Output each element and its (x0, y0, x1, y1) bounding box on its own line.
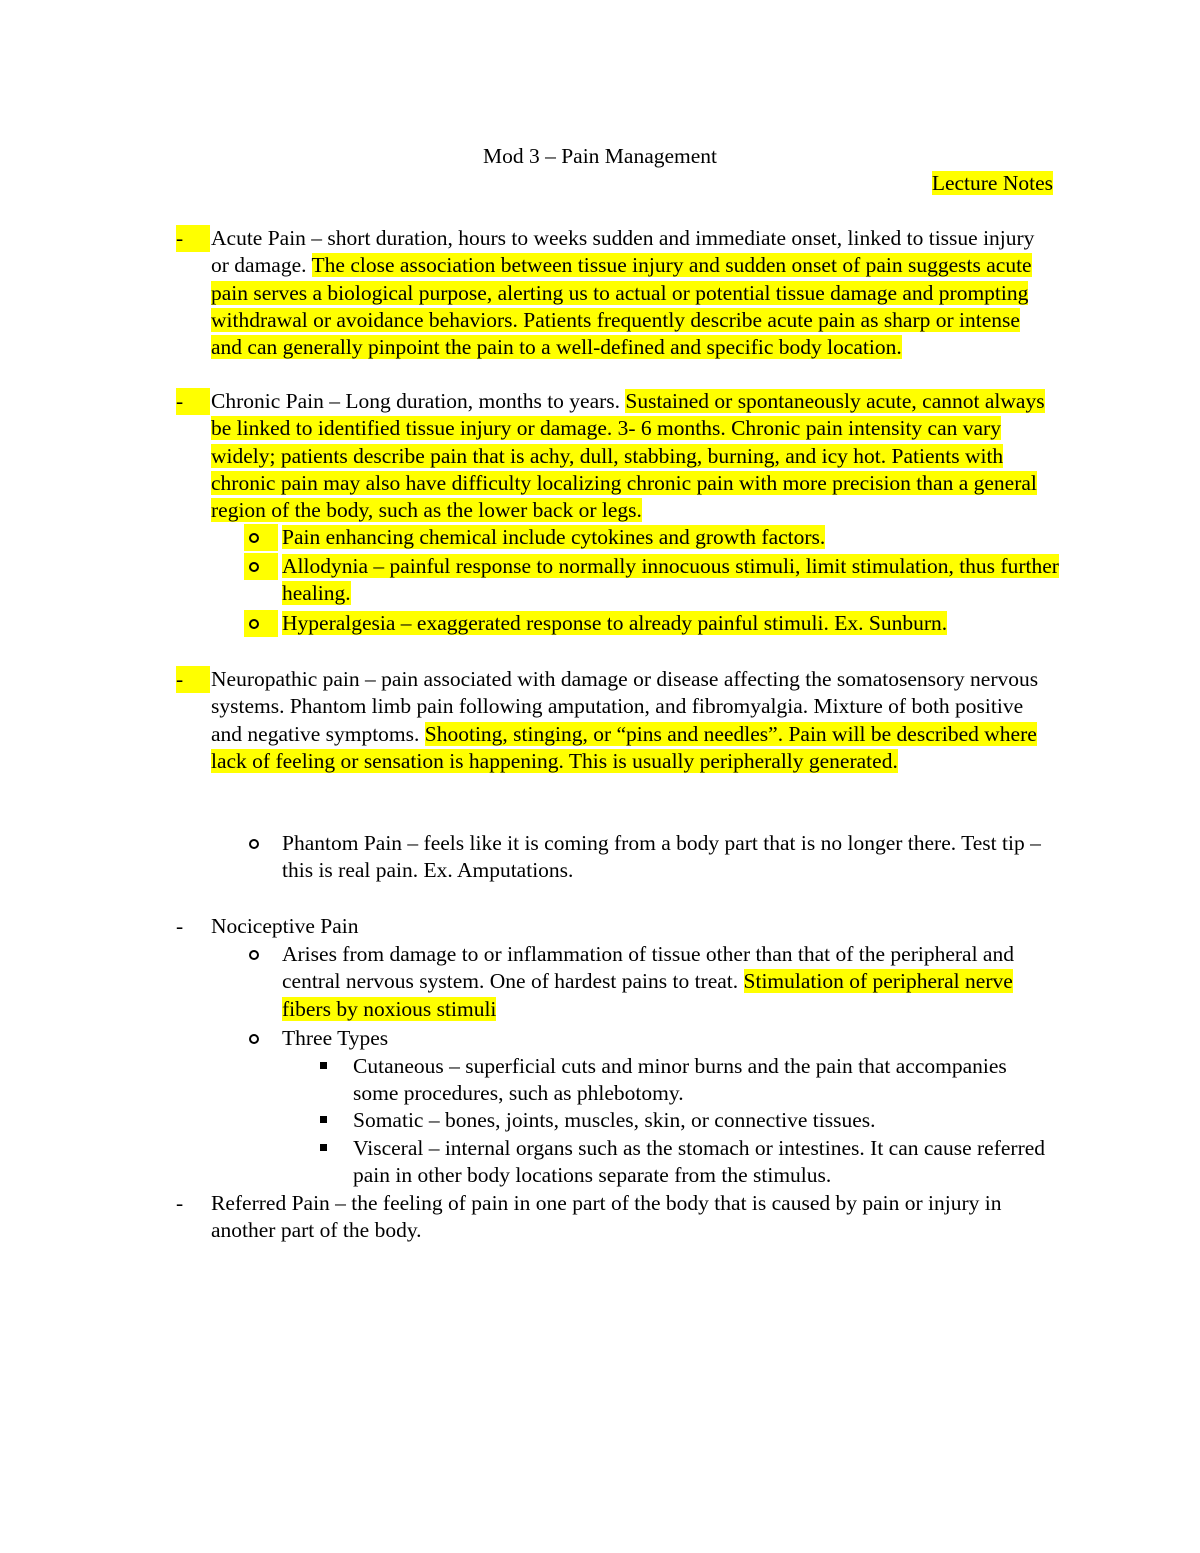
neuropathic-pain-highlight: Shooting, stinging, or “pins and needles”. Pain will be described where lack of feeling or sensation is happening. This is usually peripherally generated. (211, 721, 1037, 773)
sub-bullet-text: Three Types (282, 1026, 389, 1050)
acute-pain-text (211, 225, 1056, 361)
nociceptive-highlight: Stimulation of peripheral nerve fibers by noxious stimuli (282, 969, 1013, 1021)
dash-marker: - (176, 225, 210, 252)
nociceptive-pain-lead: Nociceptive Pain (211, 914, 359, 938)
square-bullet-icon (320, 1062, 327, 1069)
dash-marker: - (176, 388, 210, 415)
acute-pain-lead: Acute Pain – short duration, hours to weeks sudden and immediate onset, linked to tissue injury or damage. (211, 226, 1035, 278)
lecture-notes-label (932, 168, 1053, 198)
sub-bullet-text: Arises from damage to or inflammation of tissue other than that of the peripheral and central nervous system. One of hardest pains to treat. Stimulation of peripheral nerve fibers by noxious stimuli (282, 942, 1014, 1021)
circle-bullet-icon (249, 533, 259, 543)
acute-pain-highlight: The close association between tissue injury and sudden onset of pain suggests acute pain serves a biological purpose, alerting us to actual or potential tissue damage and prompting withdrawal or avoidance behaviors. Patients frequently describe acute pain as sharp or intense and can generally pinpoint the pain to a well-defined and specific body location. (211, 253, 1032, 360)
circle-bullet-icon (249, 1034, 259, 1044)
circle-bullet-icon (249, 839, 259, 849)
type-item-text: Somatic – bones, joints, muscles, skin, or connective tissues. (353, 1108, 876, 1132)
chronic-pain-text (211, 388, 1056, 524)
square-bullet-icon (320, 1144, 327, 1151)
type-item-text: Cutaneous – superficial cuts and minor burns and the pain that accompanies some procedures, such as phlebotomy. (353, 1054, 1007, 1106)
sub-bullet-text: Phantom Pain – feels like it is coming from a body part that is no longer there. Test tip – this is real pain. Ex. Amputations. (282, 831, 1041, 883)
dash-marker: - (176, 1191, 184, 1215)
circle-bullet-icon (249, 950, 259, 960)
referred-pain-text: Referred Pain – the feeling of pain in one part of the body that is caused by pain or injury in another part of the body. (211, 1191, 1002, 1243)
circle-bullet-icon (249, 619, 259, 629)
sub-bullet-text: Allodynia – painful response to normally innocuous stimuli, limit stimulation, thus further healing. (282, 554, 1059, 606)
sub-bullet-text: Hyperalgesia – exaggerated response to already painful stimuli. Ex. Sunburn. (282, 611, 948, 635)
neuropathic-pain-lead: Neuropathic pain – pain associated with damage or disease affecting the somatosensory nervous systems. Phantom limb pain following amputation, and fibromyalgia. Mixture of both positive and negative symptoms. (211, 667, 1039, 746)
document-title: Mod 3 – Pain Management (482, 144, 718, 168)
type-item-text: Visceral – internal organs such as the stomach or intestines. It can cause referred pain in other body locations separate from the stimulus. (353, 1136, 1046, 1188)
square-bullet-icon (320, 1116, 327, 1123)
sub-bullet-text: Pain enhancing chemical include cytokines and growth factors. (282, 525, 826, 549)
circle-bullet-icon (249, 562, 259, 572)
dash-marker: - (176, 914, 184, 938)
neuropathic-pain-text (211, 666, 1056, 775)
dash-marker: - (176, 666, 210, 693)
chronic-pain-lead: Chronic Pain – Long duration, months to years. (211, 389, 621, 413)
chronic-pain-highlight: Sustained or spontaneously acute, cannot always be linked to identified tissue injury or damage. 3- 6 months. Chronic pain intensity can vary widely; patients describe pain that is achy, dull, stabbing, burning, and icy hot. Patients with chronic pain may also have difficulty localizing chronic pain with more precision than a general region of the body, such as the lower back or legs. (211, 389, 1045, 523)
lecture-notes-text: Lecture Notes (931, 171, 1053, 195)
